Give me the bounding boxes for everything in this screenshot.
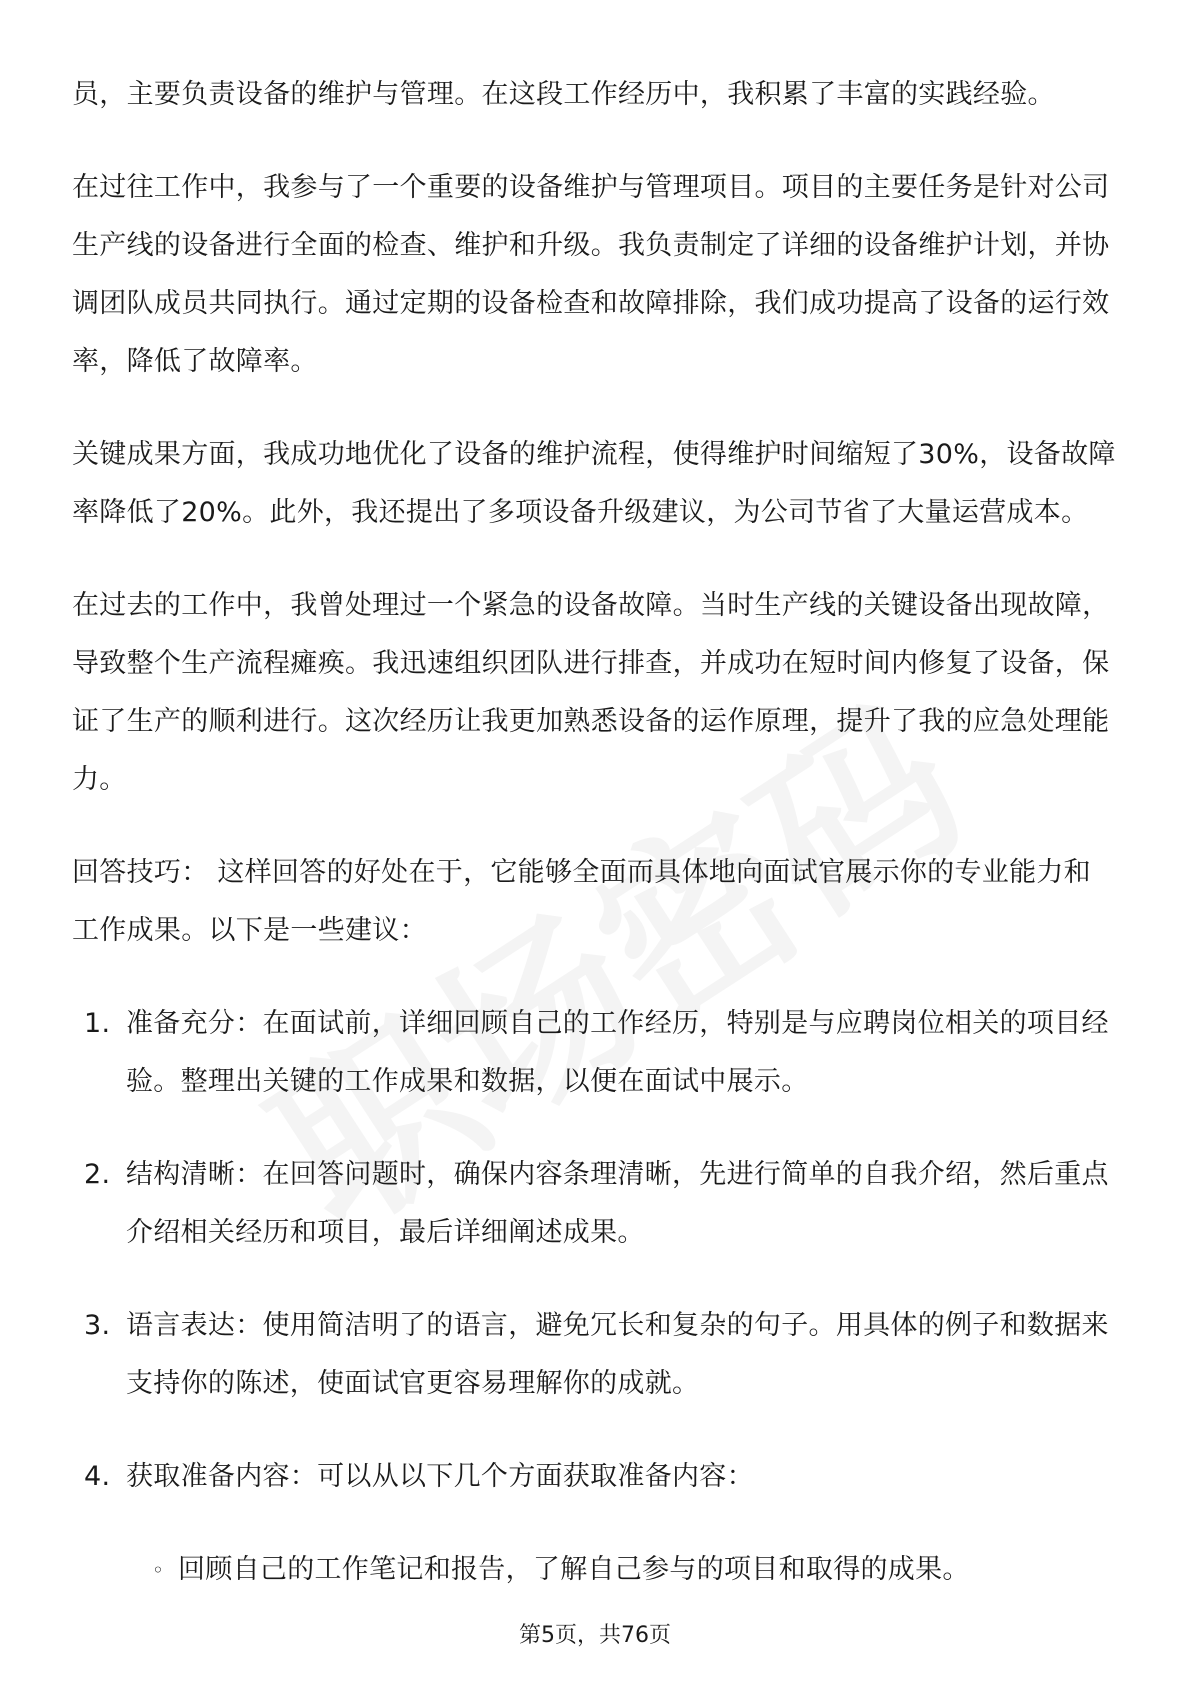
paragraph: 关键成果方面，我成功地优化了设备的维护流程，使得维护时间缩短了30%，设备故障率降低了20%。此外，我还提出了多项设备升级建议，为公司节省了大量运营成本。 [72, 439, 1116, 528]
list-item-text: 结构清晰：在回答问题时，确保内容条理清晰，先进行简单的自我介绍，然后重点介绍相关经历和项目，最后详细阐述成果。 [126, 1159, 1109, 1248]
list-item-text: 获取准备内容：可以从以下几个方面获取准备内容： [126, 1461, 754, 1492]
sub-list [72, 1541, 1118, 1599]
list-number: 4. [84, 1461, 111, 1492]
tips-list [72, 995, 1118, 1506]
list-item [72, 1448, 1118, 1506]
page-content [72, 66, 1118, 1599]
paragraph: 员，主要负责设备的维护与管理。在这段工作经历中，我积累了丰富的实践经验。 [72, 79, 1055, 110]
list-number: 1. [84, 1008, 111, 1039]
list-number: 2. [84, 1159, 111, 1190]
list-item-text: 语言表达：使用简洁明了的语言，避免冗长和复杂的句子。用具体的例子和数据来支持你的陈述，使面试官更容易理解你的成就。 [126, 1310, 1109, 1399]
list-item [72, 1297, 1118, 1413]
list-number: 3. [84, 1310, 111, 1341]
hollow-bullet-icon: ◦ [152, 1558, 165, 1582]
list-item-text: 准备充分：在面试前，详细回顾自己的工作经历，特别是与应聘岗位相关的项目经验。整理出关键的工作成果和数据，以便在面试中展示。 [126, 1008, 1109, 1097]
list-item [72, 995, 1118, 1111]
sub-list-item-text: 回顾自己的工作笔记和报告，了解自己参与的项目和取得的成果。 [178, 1554, 970, 1585]
paragraph: 在过去的工作中，我曾处理过一个紧急的设备故障。当时生产线的关键设备出现故障，导致整个生产流程瘫痪。我迅速组织团队进行排查，并成功在短时间内修复了设备，保证了生产的顺利进行。这次经历让我更加熟悉设备的运作原理，提升了我的应急处理能力。 [72, 590, 1110, 795]
answer-tips-paragraph: 回答技巧： 这样回答的好处在于，它能够全面而具体地向面试官展示你的专业能力和工作成果。以下是一些建议： [72, 857, 1091, 946]
sub-list-item [152, 1541, 1118, 1599]
paragraph: 在过往工作中，我参与了一个重要的设备维护与管理项目。项目的主要任务是针对公司生产线的设备进行全面的检查、维护和升级。我负责制定了详细的设备维护计划，并协调团队成员共同执行。通过定期的设备检查和故障排除，我们成功提高了设备的运行效率，降低了故障率。 [72, 172, 1110, 377]
list-item [72, 1146, 1118, 1262]
page-number-footer: 第5页，共76页 [519, 1623, 671, 1648]
